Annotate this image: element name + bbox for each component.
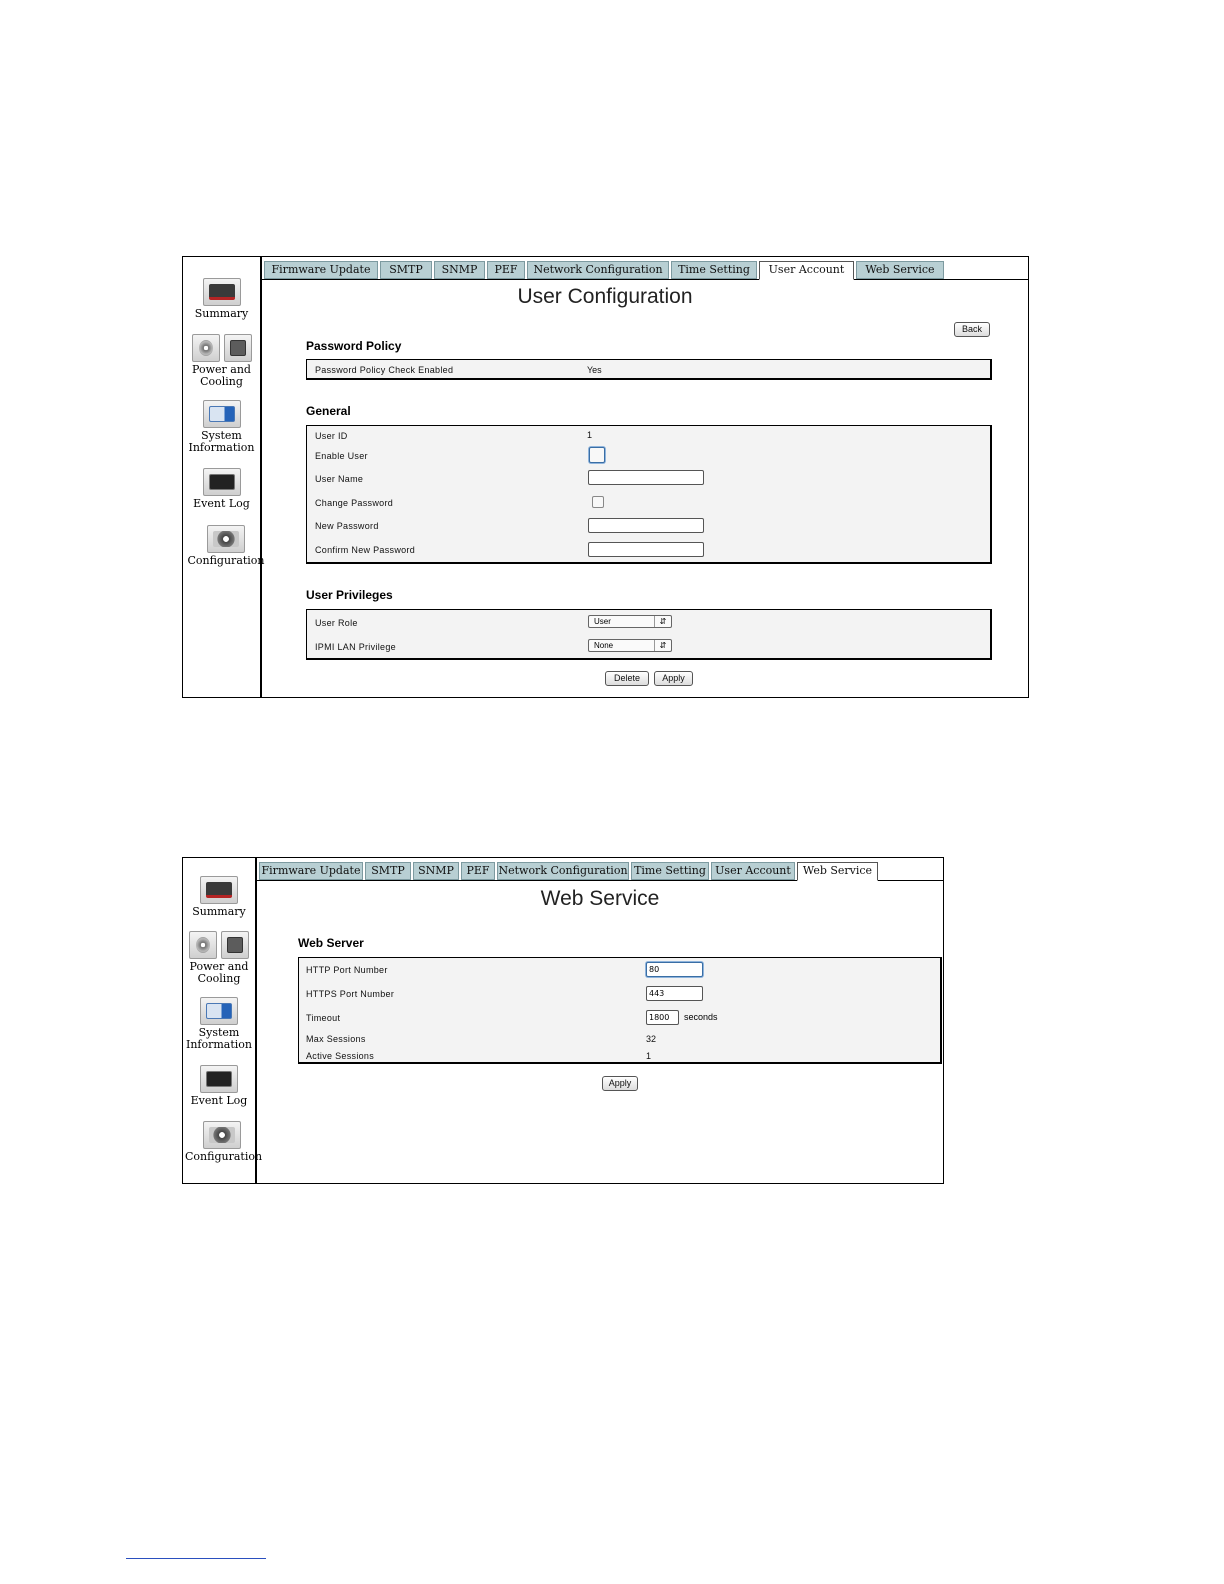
https-port-input[interactable]: 443 xyxy=(646,986,703,1001)
ipmi-lan-privilege-select[interactable] xyxy=(588,639,672,652)
user-privileges-heading: User Privileges xyxy=(306,588,393,602)
http-port-label: HTTP Port Number xyxy=(306,965,388,975)
max-sessions-label: Max Sessions xyxy=(306,1034,366,1044)
password-policy-check-value: Yes xyxy=(587,365,602,375)
user-id-label: User ID xyxy=(315,431,348,441)
tab-bar xyxy=(262,257,1028,280)
nav-sysinfo-label-2: Information xyxy=(185,1038,253,1051)
tab-pef[interactable]: PEF xyxy=(461,862,495,880)
nav-system-information[interactable] xyxy=(183,997,255,1051)
tab-smtp[interactable]: SMTP xyxy=(365,862,411,880)
apply-button[interactable]: Apply xyxy=(654,671,693,686)
nav-summary[interactable] xyxy=(183,876,255,918)
page-title: Web Service xyxy=(540,887,660,910)
timeout-input[interactable]: 1800 xyxy=(646,1010,679,1025)
nav-summary-label: Summary xyxy=(194,307,249,320)
change-password-checkbox[interactable] xyxy=(592,496,604,508)
active-sessions-value: 1 xyxy=(646,1051,652,1061)
tab-web-service[interactable]: Web Service xyxy=(797,862,878,881)
tab-pef[interactable]: PEF xyxy=(487,261,525,279)
max-sessions-value: 32 xyxy=(646,1034,657,1044)
tab-bar xyxy=(257,858,943,881)
nav-configuration[interactable] xyxy=(186,525,266,567)
general-heading: General xyxy=(306,404,351,418)
fan-icon xyxy=(192,334,220,362)
nav-sysinfo-label-2: Information xyxy=(188,441,255,454)
enable-user-checkbox[interactable] xyxy=(589,447,605,463)
nav-configuration-label: Configuration xyxy=(187,554,265,567)
footnote-separator xyxy=(126,1558,266,1559)
confirm-password-label: Confirm New Password xyxy=(315,545,416,555)
nav-power-cooling[interactable] xyxy=(183,931,255,985)
tab-firmware-update[interactable]: Firmware Update xyxy=(264,261,378,279)
nav-summary-label: Summary xyxy=(192,905,246,918)
system-information-icon xyxy=(203,400,241,428)
user-role-select[interactable] xyxy=(588,615,672,628)
nav-power-label-1: Power and xyxy=(189,960,249,973)
tab-user-account[interactable]: User Account xyxy=(711,862,795,880)
apply-button[interactable]: Apply xyxy=(602,1076,638,1091)
https-port-label: HTTPS Port Number xyxy=(306,989,395,999)
server-icon xyxy=(200,876,238,904)
nav-system-information[interactable] xyxy=(183,400,260,454)
tab-network-configuration[interactable]: Network Configuration xyxy=(497,862,629,880)
page-title: User Configuration xyxy=(517,285,693,308)
sidebar xyxy=(183,858,263,1183)
password-policy-check-label: Password Policy Check Enabled xyxy=(315,365,454,375)
new-password-input[interactable] xyxy=(588,518,704,533)
user-config-screenshot xyxy=(182,256,1029,698)
gear-icon xyxy=(207,525,245,553)
password-policy-box xyxy=(306,359,992,380)
tab-user-account[interactable]: User Account xyxy=(759,261,854,280)
user-id-value: 1 xyxy=(587,430,593,440)
main-content xyxy=(262,257,1028,697)
web-server-box xyxy=(298,957,942,1064)
ipmi-lan-privilege-selected: None xyxy=(594,641,614,650)
tab-snmp[interactable]: SNMP xyxy=(434,261,485,279)
tab-time-setting[interactable]: Time Setting xyxy=(631,862,709,880)
nav-configuration-label: Configuration xyxy=(185,1150,263,1163)
nav-event-log[interactable] xyxy=(183,1065,255,1107)
nav-event-log[interactable] xyxy=(183,468,260,510)
chevron-updown-icon: ⇵ xyxy=(654,640,671,651)
system-information-icon xyxy=(200,997,238,1025)
nav-event-log-label: Event Log xyxy=(193,497,250,510)
nav-sysinfo-label-1: System xyxy=(201,429,242,442)
user-privileges-box xyxy=(306,609,992,660)
tab-web-service[interactable]: Web Service xyxy=(856,261,944,279)
tab-smtp[interactable]: SMTP xyxy=(380,261,432,279)
back-button[interactable]: Back xyxy=(954,322,990,337)
user-name-label: User Name xyxy=(315,474,364,484)
nav-configuration[interactable] xyxy=(185,1121,263,1163)
tab-network-configuration[interactable]: Network Configuration xyxy=(527,261,669,279)
nav-summary[interactable] xyxy=(183,278,260,320)
change-password-label: Change Password xyxy=(315,498,394,508)
password-policy-heading: Password Policy xyxy=(306,339,402,353)
nav-sysinfo-label-1: System xyxy=(198,1026,240,1039)
web-server-heading: Web Server xyxy=(298,936,364,950)
general-box xyxy=(306,425,992,564)
delete-button[interactable]: Delete xyxy=(605,671,649,686)
timeout-label: Timeout xyxy=(306,1013,341,1023)
http-port-input[interactable]: 80 xyxy=(646,962,703,977)
nav-power-label-1: Power and xyxy=(192,363,251,376)
fan-icon xyxy=(189,931,217,959)
gear-icon xyxy=(203,1121,241,1149)
active-sessions-label: Active Sessions xyxy=(306,1051,375,1061)
web-service-screenshot xyxy=(182,857,944,1184)
event-log-icon xyxy=(203,468,241,496)
server-icon xyxy=(203,278,241,306)
nav-power-label-2: Cooling xyxy=(200,375,243,388)
user-name-input[interactable] xyxy=(588,470,704,485)
user-role-label: User Role xyxy=(315,618,358,628)
sidebar xyxy=(183,257,265,697)
tab-firmware-update[interactable]: Firmware Update xyxy=(259,862,363,880)
main-content xyxy=(257,858,943,1183)
tab-time-setting[interactable]: Time Setting xyxy=(671,261,757,279)
timeout-unit: seconds xyxy=(684,1012,718,1022)
nav-power-label-2: Cooling xyxy=(197,972,241,985)
power-supply-icon xyxy=(224,334,252,362)
chevron-updown-icon: ⇵ xyxy=(654,616,671,627)
tab-snmp[interactable]: SNMP xyxy=(413,862,459,880)
confirm-password-input[interactable] xyxy=(588,542,704,557)
nav-power-cooling[interactable] xyxy=(183,334,260,388)
enable-user-label: Enable User xyxy=(315,451,368,461)
event-log-icon xyxy=(200,1065,238,1093)
power-supply-icon xyxy=(221,931,249,959)
ipmi-lan-privilege-label: IPMI LAN Privilege xyxy=(315,642,396,652)
new-password-label: New Password xyxy=(315,521,379,531)
user-role-selected: User xyxy=(594,617,611,626)
nav-event-log-label: Event Log xyxy=(190,1094,248,1107)
